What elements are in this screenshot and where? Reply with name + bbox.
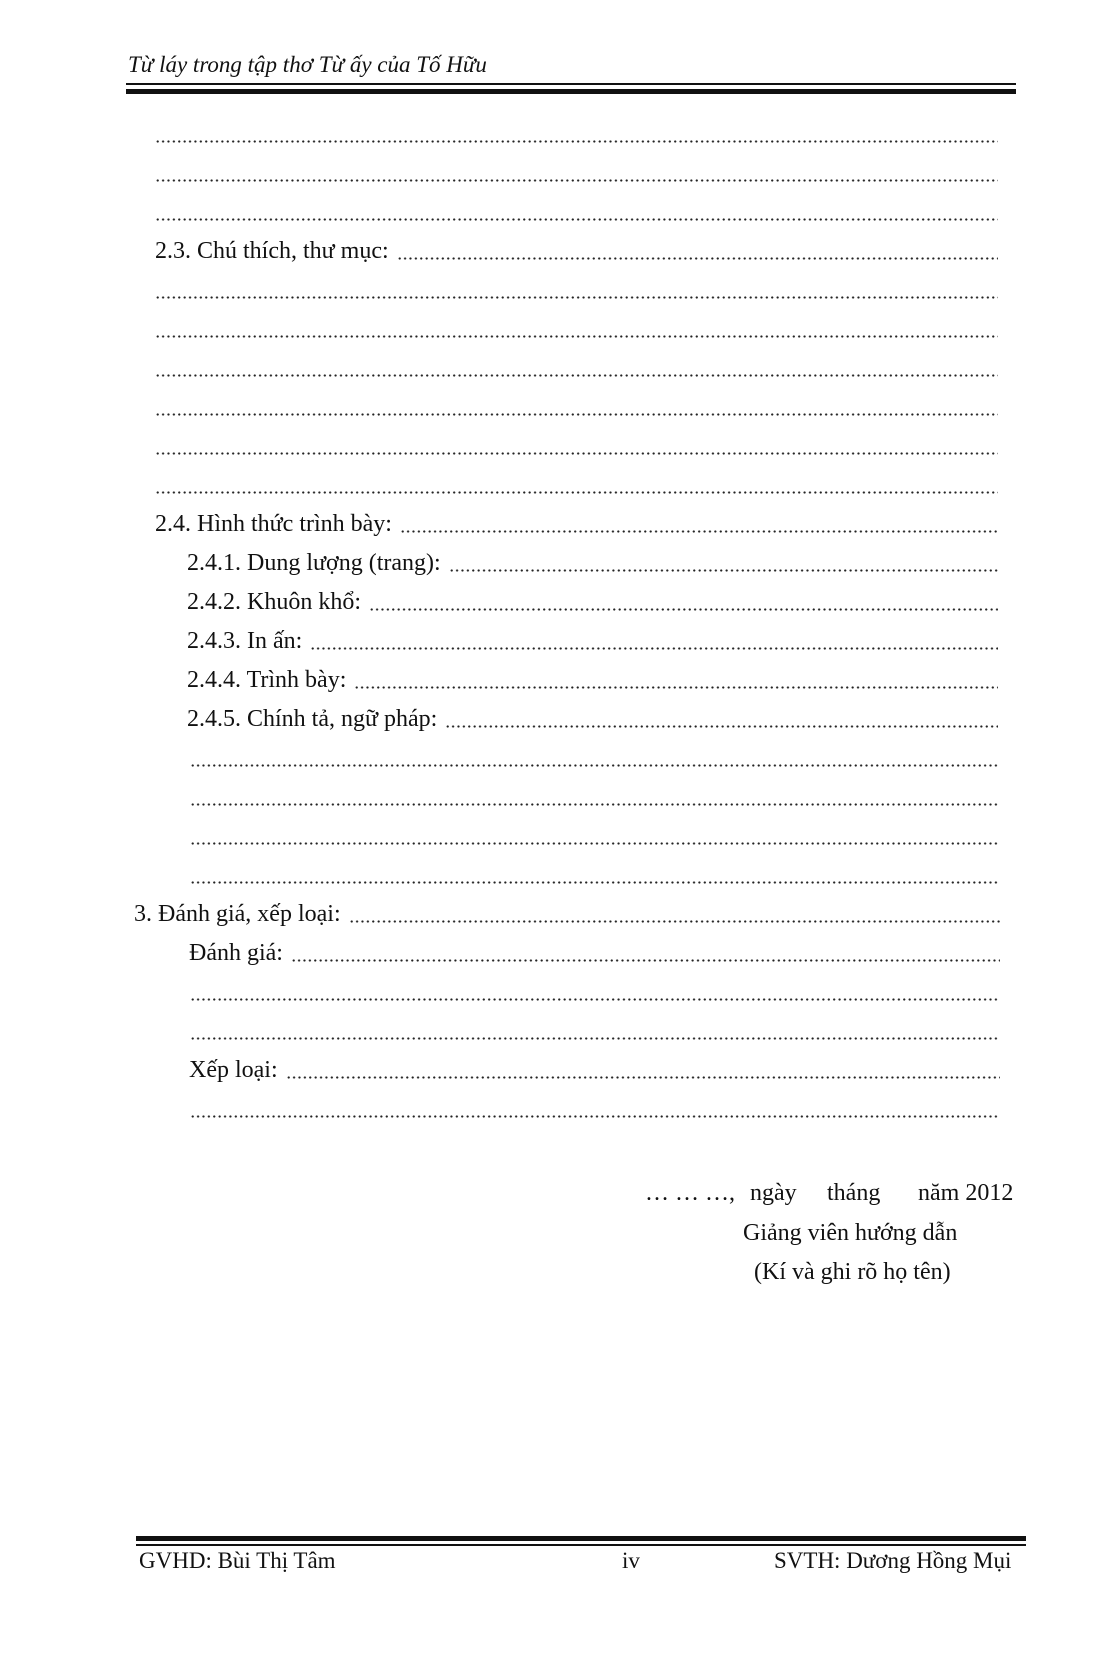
section-2-3-line xyxy=(155,236,998,266)
section-2-4-3-label: 2.4.3. In ấn: xyxy=(187,628,303,654)
signature-note: (Kí và ghi rõ họ tên) xyxy=(754,1259,951,1285)
dotted-line xyxy=(190,782,998,812)
dotted-line xyxy=(190,1094,1000,1124)
danh-gia-label: Đánh giá: xyxy=(189,940,283,966)
section-3-line xyxy=(134,899,1000,929)
section-2-4-4-label: 2.4.4. Trình bày: xyxy=(187,667,347,693)
signature-thang: tháng xyxy=(827,1180,881,1206)
dotted-line xyxy=(155,392,998,422)
dotted-line xyxy=(155,275,998,305)
xep-loai-label: Xếp loại: xyxy=(189,1057,278,1083)
signature-role: Giảng viên hướng dẫn xyxy=(743,1220,958,1246)
dotted-line xyxy=(155,158,998,188)
section-2-4-label: 2.4. Hình thức trình bày: xyxy=(155,511,392,537)
dotted-line xyxy=(155,431,998,461)
header-rule-thin xyxy=(126,83,1016,85)
section-2-3-label: 2.3. Chú thích, thư mục: xyxy=(155,238,389,264)
section-2-4-1-line xyxy=(187,548,998,578)
section-2-4-1-label: 2.4.1. Dung lượng (trang): xyxy=(187,550,441,576)
dotted-line xyxy=(155,470,998,500)
header-rule-thick xyxy=(126,89,1016,94)
section-2-4-3-line xyxy=(187,626,998,656)
dotted-line xyxy=(155,314,998,344)
footer-supervisor: GVHD: Bùi Thị Tâm xyxy=(139,1548,336,1573)
page-header-title: Từ láy trong tập thơ Từ ấy của Tố Hữu xyxy=(128,52,487,77)
dotted-line xyxy=(155,197,998,227)
section-2-4-2-label: 2.4.2. Khuôn khổ: xyxy=(187,589,361,615)
dotted-line xyxy=(190,1016,1000,1046)
signature-nam: năm 2012 xyxy=(918,1180,1014,1206)
footer-page-number: iv xyxy=(622,1548,640,1573)
dotted-line xyxy=(190,977,1000,1007)
dotted-line xyxy=(155,119,998,149)
footer-rule-thin xyxy=(136,1544,1026,1546)
section-2-4-line xyxy=(155,509,998,539)
dotted-line xyxy=(190,860,998,890)
section-2-4-4-line xyxy=(187,665,998,695)
section-2-4-5-label: 2.4.5. Chính tả, ngữ pháp: xyxy=(187,706,438,732)
footer-student: SVTH: Dương Hồng Mụi xyxy=(774,1548,1012,1573)
dotted-line xyxy=(190,821,998,851)
section-3-label: 3. Đánh giá, xếp loại: xyxy=(134,901,341,927)
signature-date-dots: … … …, xyxy=(645,1180,735,1206)
signature-ngay: ngày xyxy=(750,1180,797,1206)
dotted-line xyxy=(155,353,998,383)
dotted-line xyxy=(190,743,998,773)
danh-gia-line xyxy=(189,938,1000,968)
section-2-4-2-line xyxy=(187,587,998,617)
footer-rule-thick xyxy=(136,1536,1026,1541)
section-2-4-5-line xyxy=(187,704,998,734)
xep-loai-line xyxy=(189,1055,1000,1085)
